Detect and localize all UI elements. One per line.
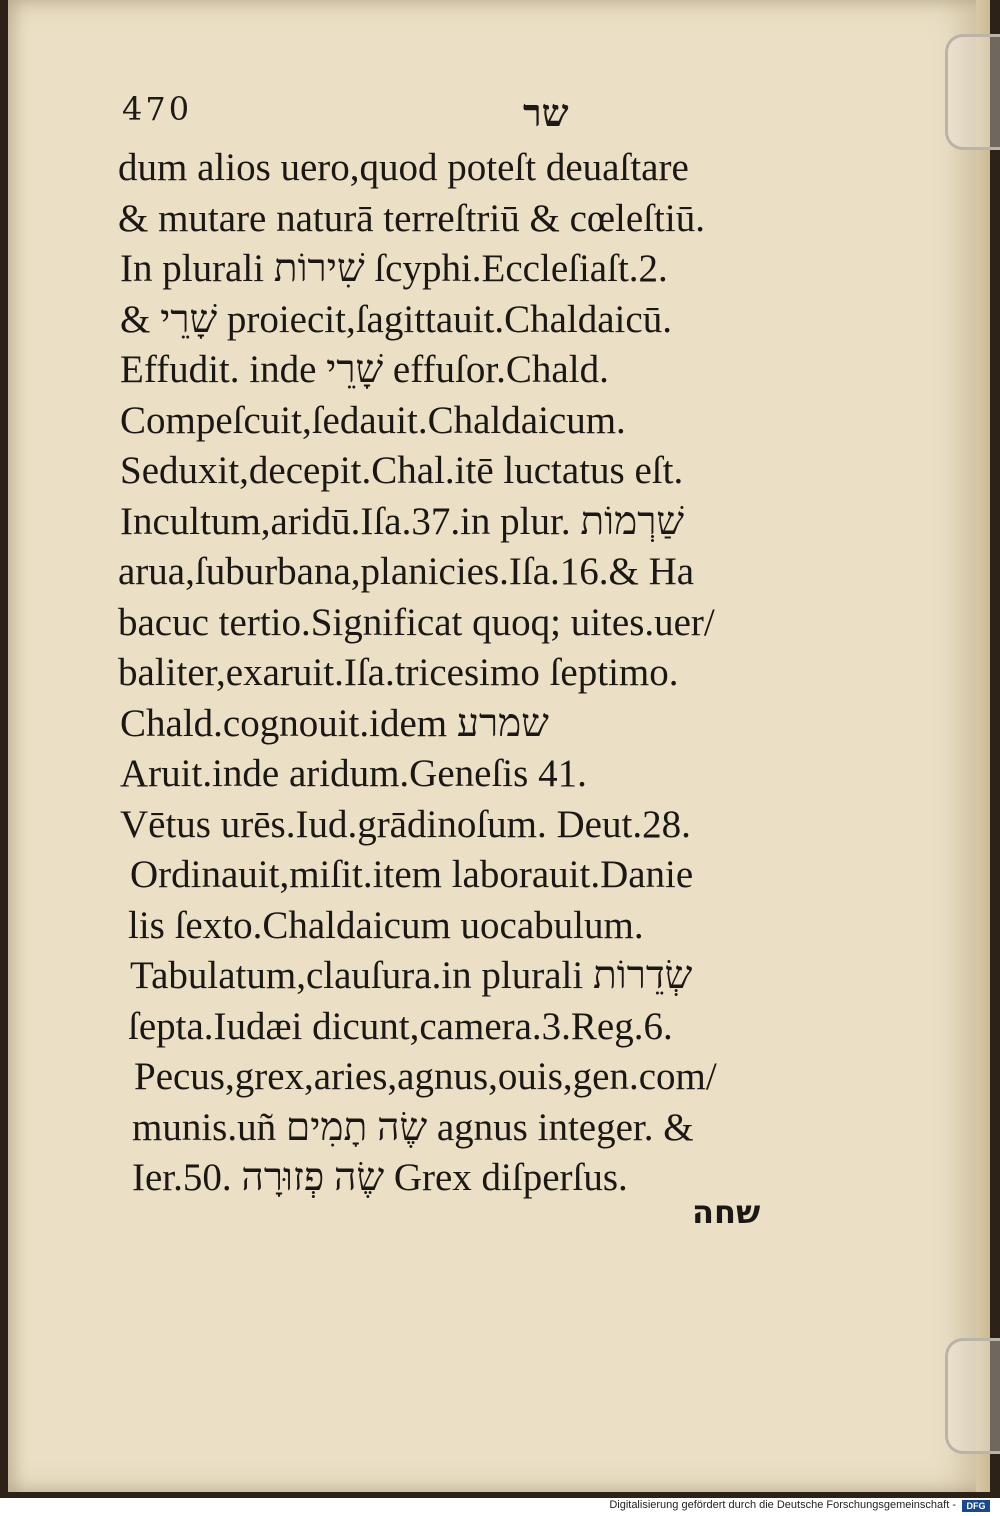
line-text: Incultum,aridū.Iſa.37.in plur. שַׁרְמוֹת <box>120 499 684 543</box>
line-text: Seduxit,decepit.Chal.itē luctatus eſt. <box>120 449 684 492</box>
line-text: & שָׁרֵי proiecit,ſagittauit.Chaldaicū. <box>120 297 672 341</box>
line-text: ſepta.Iudæi dicunt,camera.3.Reg.6. <box>128 1004 673 1048</box>
text-line <box>8 295 808 347</box>
line-text: Ier.50. שֶׂה פְזוּרָה Grex diſperſus. <box>132 1156 628 1199</box>
clip-tab-bottom <box>945 1338 1000 1454</box>
text-line <box>8 143 808 195</box>
line-text: Pecus,grex,aries,agnus,ouis,gen.com/ <box>134 1055 717 1098</box>
book-page <box>8 0 990 1492</box>
line-text: In plurali שִׁירוֹת ſcyphi.Eccleſiaſt.2. <box>120 247 668 290</box>
footer-credit: Digitalisierung gefördert durch die Deutsche Forschungsgemeinschaft - <box>609 1499 956 1511</box>
text-line <box>8 194 808 246</box>
text-line <box>8 850 808 902</box>
catchword: שחה <box>692 1193 761 1231</box>
text-line <box>8 1002 808 1054</box>
line-text: Chald.cognouit.idem שמרע <box>120 701 549 745</box>
line-text: Effudit. inde שָׁרֵי effuſor.Chald. <box>120 348 609 391</box>
text-line <box>8 699 808 751</box>
text-line <box>8 749 808 801</box>
text-line <box>8 396 808 448</box>
text-line <box>8 951 808 1003</box>
line-text: Compeſcuit,ſedauit.Chaldaicum. <box>120 398 626 442</box>
line-text: bacuc tertio.Significat quoq; uites.uer/ <box>118 600 715 644</box>
line-text: Ordinauit,miſit.item laborauit.Danie <box>130 853 694 896</box>
footer-bar <box>0 1498 1000 1516</box>
text-line <box>8 547 808 599</box>
text-line <box>8 244 808 296</box>
text-line <box>8 345 808 397</box>
text-line <box>8 497 808 549</box>
text-line <box>8 1103 808 1155</box>
line-text: arua,ſuburbana,planicies.Iſa.16.& Ha <box>118 550 695 593</box>
text-line <box>8 1153 808 1205</box>
running-head: שר <box>523 90 569 135</box>
dfg-logo: DFG <box>962 1500 990 1512</box>
line-text: Vētus urēs.Iud.grādinoſum. Deut.28. <box>120 802 691 846</box>
text-line <box>8 648 808 700</box>
text-line <box>8 800 808 852</box>
page-edge <box>976 0 990 1492</box>
line-text: baliter,exaruit.Iſa.tricesimo ſeptimo. <box>118 651 679 694</box>
page-number: 470 <box>122 90 193 128</box>
line-text: Tabulatum,clauſura.in plurali שְׂדֵרוֹת <box>130 954 693 997</box>
line-text: & mutare naturā terreſtriū & cœleſtiū. <box>118 196 705 240</box>
line-text: Aruit.inde aridum.Geneſis 41. <box>120 752 587 795</box>
line-text: dum alios uero,quod poteſt deuaſtare <box>118 146 689 189</box>
line-text: lis ſexto.Chaldaicum uocabulum. <box>128 903 644 947</box>
text-line <box>8 1052 808 1104</box>
line-text: munis.uñ שֶׂה תָמִים agnus integer. & <box>132 1105 694 1149</box>
text-line <box>8 901 808 953</box>
clip-tab-top <box>945 34 1000 150</box>
text-line <box>8 598 808 650</box>
text-line <box>8 446 808 498</box>
